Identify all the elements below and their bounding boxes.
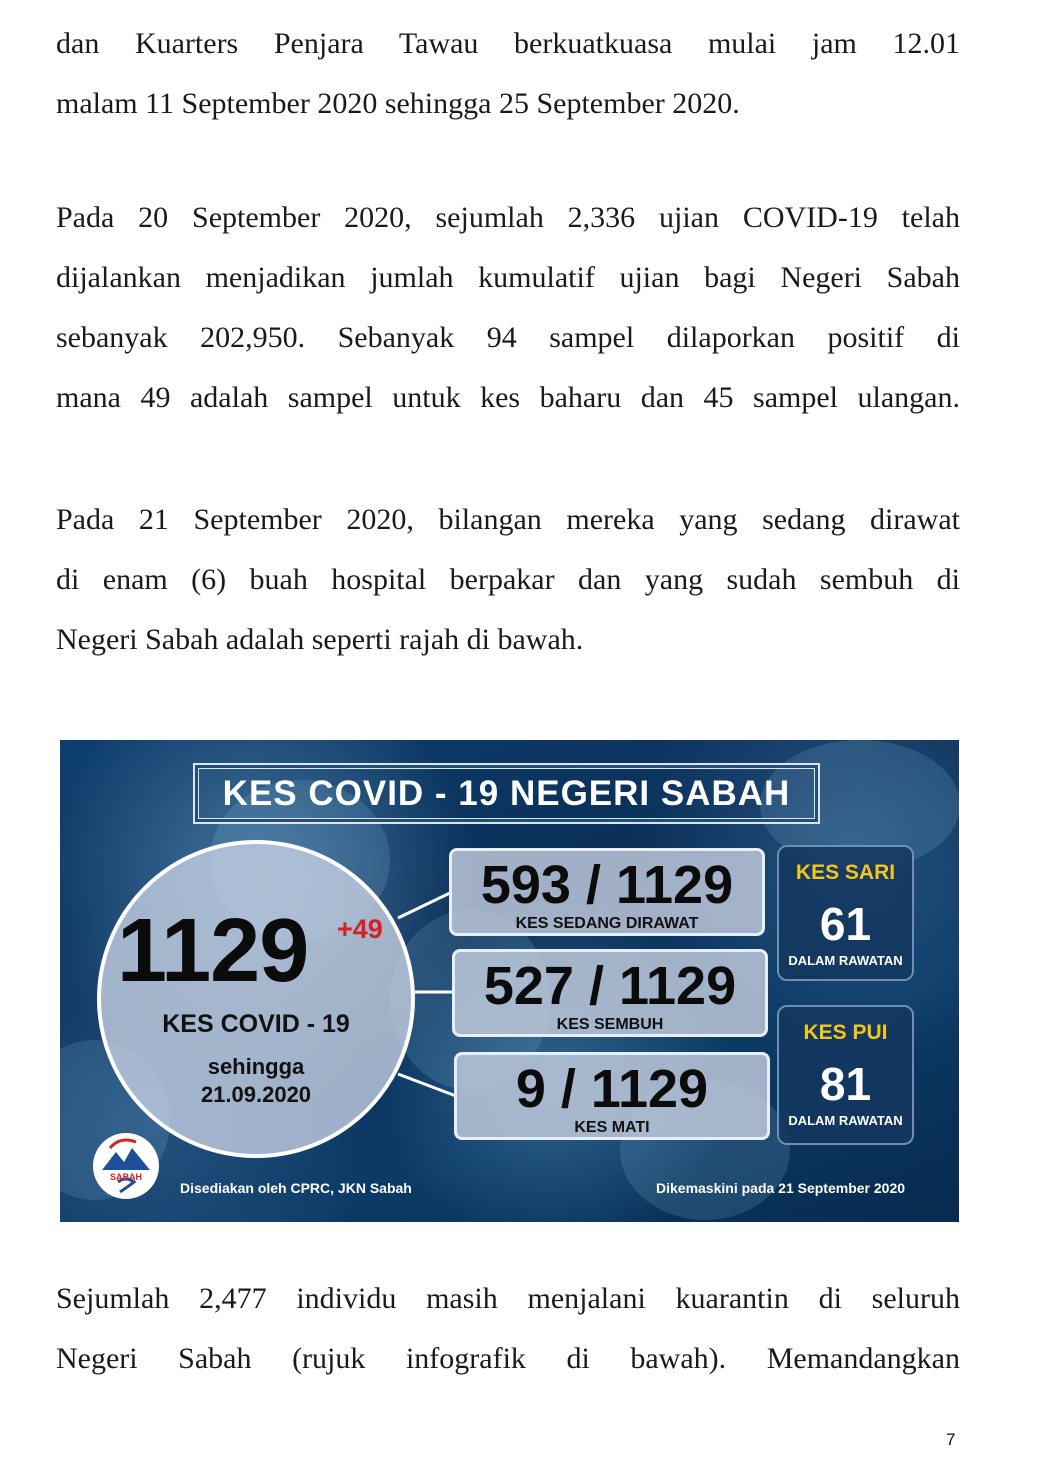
text-line: dan Kuarters Penjara Tawau berkuatkuasa mulai jam 12.01 [56,27,960,60]
recovered-cases-value: 527 / 1129 [483,956,737,1016]
death-cases-label: KES MATI [574,1119,650,1136]
total-cases-value: 1129 [117,901,309,1001]
paragraph-quarantine-count [56,1269,960,1389]
text-line: sebanyak 202,950. Sebanyak 94 sampel dilaporkan positif di [56,321,960,354]
new-cases-increase: +49 [337,914,383,944]
sari-cases-box [777,845,914,981]
covid-infographic [60,740,959,1222]
text-line: malam 11 September 2020 sehingga 25 September 2020. [56,87,740,120]
active-cases-label: KES SEDANG DIRAWAT [515,915,699,932]
sari-title: KES SARI [795,861,896,884]
pui-title: KES PUI [803,1021,888,1044]
page-number: 7 [946,1430,956,1449]
jkn-sabah-logo [90,1130,162,1200]
total-cases-circle [97,840,415,1158]
text-line: di enam (6) buah hospital berpakar dan yang sudah sembuh di [56,563,960,596]
death-cases-box [454,1052,770,1140]
connector-line [398,892,452,918]
death-cases-value: 9 / 1129 [515,1059,709,1119]
total-cases-date: 21.09.2020 [200,1082,312,1107]
pui-cases-box [777,1005,914,1145]
sari-value: 61 [819,898,872,950]
sari-label: DALAM RAWATAN [788,953,903,968]
pui-label: DALAM RAWATAN [788,1113,903,1128]
text-line: Negeri Sabah adalah seperti rajah di bawah. [56,623,584,656]
recovered-cases-box [452,949,768,1037]
text-line: dijalankan menjadikan jumlah kumulatif ujian bagi Negeri Sabah [56,261,960,294]
infographic-title: KES COVID - 19 NEGERI SABAH [193,763,820,824]
paragraph-testing [56,188,960,428]
text-line: Negeri Sabah (rujuk infografik di bawah). Memandangkan [56,1342,960,1375]
total-cases-label: KES COVID - 19 [162,1010,350,1038]
active-cases-box [449,848,765,936]
text-line: Sejumlah 2,477 individu masih menjalani kuarantin di seluruh [56,1282,960,1315]
recovered-cases-label: KES SEMBUH [556,1016,664,1033]
text-line: Pada 20 September 2020, sejumlah 2,336 ujian COVID-19 telah [56,201,960,234]
svg-text:SABAH: SABAH [109,1172,143,1182]
since-label: sehingga [207,1054,305,1079]
paragraph-treatment [56,490,960,670]
prepared-by-text: Disediakan oleh CPRC, JKN Sabah [180,1180,412,1196]
updated-date-text: Dikemaskini pada 21 September 2020 [656,1180,906,1196]
text-line: Pada 21 September 2020, bilangan mereka yang sedang dirawat [56,503,960,536]
text-line: mana 49 adalah sampel untuk kes baharu dan 45 sampel ulangan. [56,381,960,414]
pui-value: 81 [819,1058,872,1110]
active-cases-value: 593 / 1129 [480,855,734,915]
paragraph-quarantine-end [56,14,960,134]
